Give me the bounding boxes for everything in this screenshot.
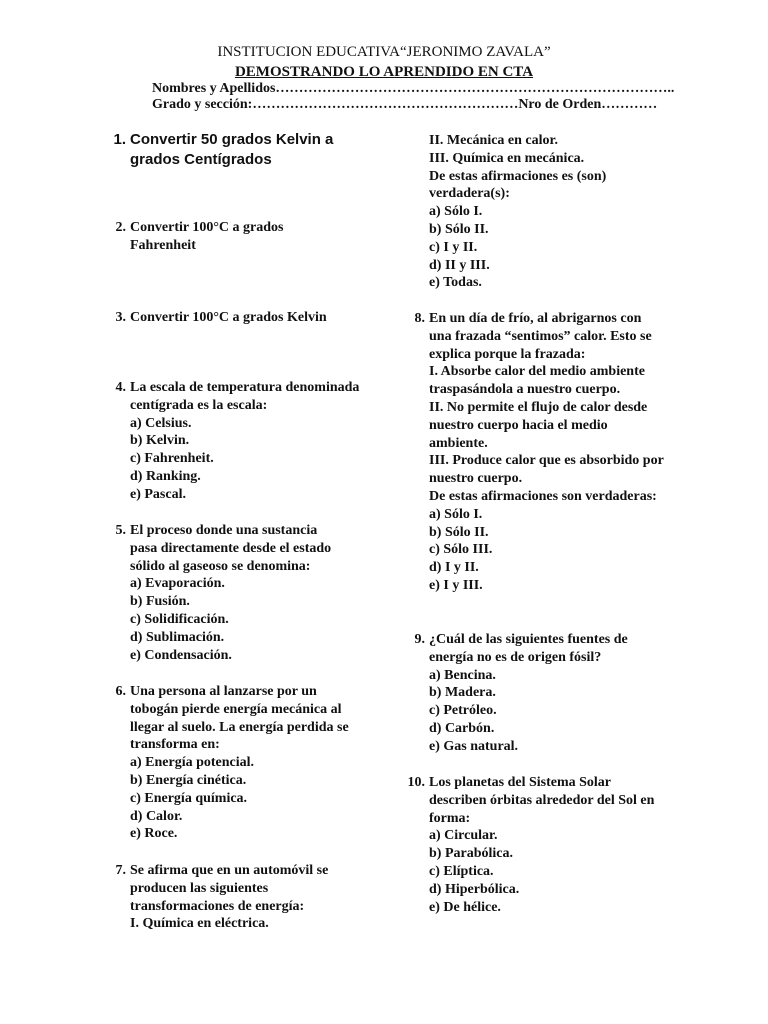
option: a) Energía potencial.: [130, 755, 255, 771]
option: d) I y II.: [429, 560, 479, 576]
option: II. Mecánica en calor.: [429, 133, 558, 148]
option: d) Ranking.: [130, 468, 201, 484]
option: b) Kelvin.: [130, 433, 190, 449]
question-number: 9.: [414, 632, 425, 647]
institution-name: INSTITUCION EDUCATIVA“JERONIMO ZAVALA”: [217, 44, 551, 60]
option: d) II y III.: [429, 257, 490, 273]
question-number: 3.: [115, 310, 126, 325]
question-text: Convertir 100°C a grados Fahrenheit: [130, 220, 284, 253]
question-text: Convertir 100°C a grados Kelvin: [130, 310, 327, 325]
option: III. Química en mecánica.: [429, 150, 585, 166]
question-4: [115, 379, 370, 504]
option: a) Sólo I.: [429, 204, 483, 220]
option: c) Fahrenheit.: [130, 451, 214, 467]
question-2: [115, 219, 330, 255]
question-number: 10.: [407, 775, 425, 790]
question-number: 7.: [115, 863, 126, 878]
option: De estas afirmaciones es (son) verdadera(s):: [429, 168, 607, 202]
question-7: [115, 862, 355, 933]
option: e) Gas natural.: [429, 738, 519, 754]
option: b) Energía cinética.: [130, 772, 247, 788]
option: d) Carbón.: [429, 720, 495, 736]
option: II. No permite el flujo de calor desde nuestro cuerpo hacia el medio ambiente.: [429, 399, 648, 451]
option: I. Química en eléctrica.: [130, 916, 269, 932]
name-line: Nombres y Apellidos…………………………………………………………………………..: [152, 81, 675, 96]
option: c) Solidificación.: [130, 611, 229, 627]
option: a) Circular.: [429, 828, 498, 844]
option: I. Absorbe calor del medio ambiente traspasándola a nuestro cuerpo.: [429, 364, 645, 398]
question-number: 6.: [115, 684, 126, 699]
question-6: [115, 683, 360, 843]
question-number: 4.: [115, 380, 126, 395]
question-number: 1.: [113, 131, 126, 148]
option: c) I y II.: [429, 239, 478, 255]
question-7-continued: [429, 132, 629, 292]
question-text: Se afirma que en un automóvil se producen las siguientes transformaciones de energía:: [130, 863, 329, 914]
option: c) Elíptica.: [429, 863, 494, 879]
question-8: [414, 310, 664, 595]
question-10: [407, 774, 664, 916]
option: d) Hiperbólica.: [429, 881, 520, 897]
question-5: [115, 522, 340, 664]
option: a) Sólo I.: [429, 506, 483, 522]
question-text: El proceso donde una sustancia pasa directamente desde el estado sólido al gaseoso se denomina:: [130, 523, 332, 574]
question-1: [113, 130, 360, 170]
question-number: 2.: [115, 220, 126, 235]
option: e) Todas.: [429, 275, 482, 291]
question-text: Los planetas del Sistema Solar describen órbitas alrededor del Sol en forma:: [429, 775, 655, 826]
option: b) Sólo II.: [429, 524, 489, 540]
option: e) Condensación.: [130, 647, 232, 663]
option: e) I y III.: [429, 577, 483, 593]
option: b) Fusión.: [130, 594, 190, 610]
question-text: ¿Cuál de las siguientes fuentes de energía no es de origen fósil?: [429, 632, 628, 665]
option: d) Sublimación.: [130, 629, 225, 645]
question-number: 8.: [414, 311, 425, 326]
question-text: La escala de temperatura denominada centígrada es la escala:: [130, 380, 360, 413]
option: De estas afirmaciones son verdaderas:: [429, 488, 657, 504]
option: a) Celsius.: [130, 415, 192, 431]
option: b) Sólo II.: [429, 221, 489, 237]
option: e) De hélice.: [429, 899, 501, 915]
option: b) Madera.: [429, 685, 496, 701]
option: c) Energía química.: [130, 790, 248, 806]
question-text: En un día de frío, al abrigarnos con una frazada “sentimos” calor. Esto se explica porque la frazada:: [429, 311, 652, 362]
exam-title: DEMOSTRANDO LO APRENDIDO EN CTA: [234, 64, 534, 80]
question-3: [115, 309, 370, 327]
grade-line: Grado y sección:…………………………………………………Nro de Orden…………: [152, 97, 658, 112]
question-text: Una persona al lanzarse por un tobogán pierde energía mecánica al llegar al suelo. La energía perdida se transforma en:: [130, 684, 349, 753]
option: e) Roce.: [130, 826, 178, 842]
option: c) Sólo III.: [429, 542, 493, 558]
question-text: Convertir 50 grados Kelvin a grados Centígrados: [130, 131, 334, 168]
question-9: [414, 631, 654, 756]
option: c) Petróleo.: [429, 703, 497, 719]
option: b) Parabólica.: [429, 846, 513, 862]
option: d) Calor.: [130, 808, 183, 824]
option: e) Pascal.: [130, 486, 186, 502]
question-number: 5.: [115, 523, 126, 538]
option: a) Bencina.: [429, 667, 496, 683]
option: a) Evaporación.: [130, 576, 225, 592]
option: III. Produce calor que es absorbido por nuestro cuerpo.: [429, 453, 664, 487]
